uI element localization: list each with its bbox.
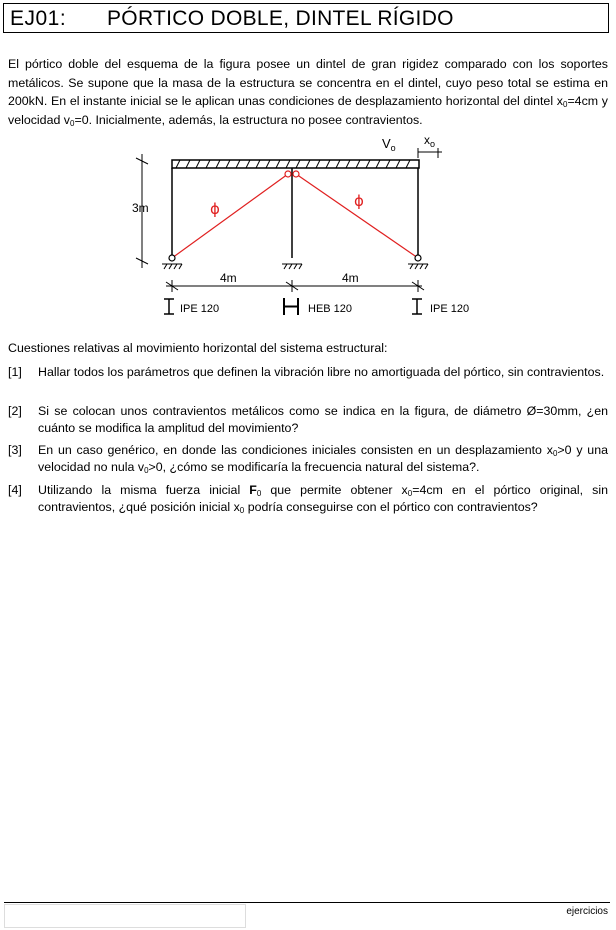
x0-dimension xyxy=(418,148,442,158)
intro-text-1: El pórtico doble del esquema de la figura posee un dintel de gran rigidez comparado con los soportes metálicos. Se supone que la masa de la estructura se concentra en el dintel, cuyo peso total se estima en 200kN. En el instante inicial se le aplican unas condiciones de desplazamiento horizontal del dintel x xyxy=(8,57,608,109)
section-left-label: IPE 120 xyxy=(180,303,220,315)
height-label: 3m xyxy=(132,201,149,215)
question-number: [2] xyxy=(8,404,22,418)
section-right-label: IPE 120 xyxy=(430,303,470,315)
exercise-title: PÓRTICO DOBLE, DINTEL RÍGIDO xyxy=(107,7,454,30)
question-number: [1] xyxy=(8,365,22,379)
intro-sub-2: 0 xyxy=(70,118,75,128)
question-number: [3] xyxy=(8,443,22,457)
support-left xyxy=(162,264,182,269)
support-right xyxy=(408,264,428,269)
span-right-label: 4m xyxy=(342,271,359,285)
question-number: [4] xyxy=(8,483,22,497)
support-center xyxy=(282,264,302,269)
footer-divider xyxy=(4,902,610,903)
intro-text-3: =0. Inicialmente, además, la estructura no posee contravientos. xyxy=(74,112,423,127)
brace-left-symbol: ϕ xyxy=(210,200,220,218)
heb-center-symbol xyxy=(284,298,298,315)
intro-sub-1: 0 xyxy=(562,100,568,110)
x0-label: $x_o$ xyxy=(424,133,436,149)
intro-text-2: =4cm y velocidad v xyxy=(8,94,608,127)
questions-intro: Cuestiones relativas al movimiento horizontal del sistema estructural: xyxy=(8,341,388,355)
question-text: Hallar todos los parámetros que definen la vibración libre no amortiguada del pórtico, sin contravientos. xyxy=(38,365,605,379)
brace-pin-top-left xyxy=(285,171,291,177)
span-dimension xyxy=(166,280,424,292)
v0-label: $V_o$ xyxy=(382,136,396,153)
section-center-label: HEB 120 xyxy=(308,303,353,315)
frame-diagram xyxy=(120,132,500,327)
brace-left xyxy=(172,174,288,258)
pin-bottom-left xyxy=(169,255,175,261)
footer-box xyxy=(4,904,246,928)
title-box xyxy=(3,3,609,33)
brace-right-symbol: ϕ xyxy=(354,192,364,210)
footer-label: ejercicios xyxy=(566,906,608,917)
brace-pin-top-right xyxy=(293,171,299,177)
intro-paragraph xyxy=(8,55,608,129)
exercise-code: EJ01: xyxy=(10,7,67,30)
question-text: Si se colocan unos contravientos metálicos como se indica en la figura, de diámetro Ø=30mm, ¿en cuánto se modifica la amplitud del movimiento? xyxy=(38,404,608,435)
ipe-right-symbol xyxy=(412,299,422,314)
ipe-left-symbol xyxy=(164,299,174,314)
brace-right xyxy=(296,174,418,258)
question-text: En un caso genérico, en donde las condiciones iniciales consisten en un desplazamiento $x_0>0$ y una velocidad no nula $v_0>0$, ¿cómo se modificaría la frecuencia natural del sistema?. xyxy=(38,443,608,475)
question-text: Utilizando la misma fuerza inicial $F_0$ que permite obtener $x_0=4cm$ en el pórtico original, sin contravientos, ¿qué posición inicial $x_0$ podría conseguirse con el pórtico con contravientos? xyxy=(38,483,608,515)
pin-bottom-right xyxy=(415,255,421,261)
span-left-label: 4m xyxy=(220,271,237,285)
